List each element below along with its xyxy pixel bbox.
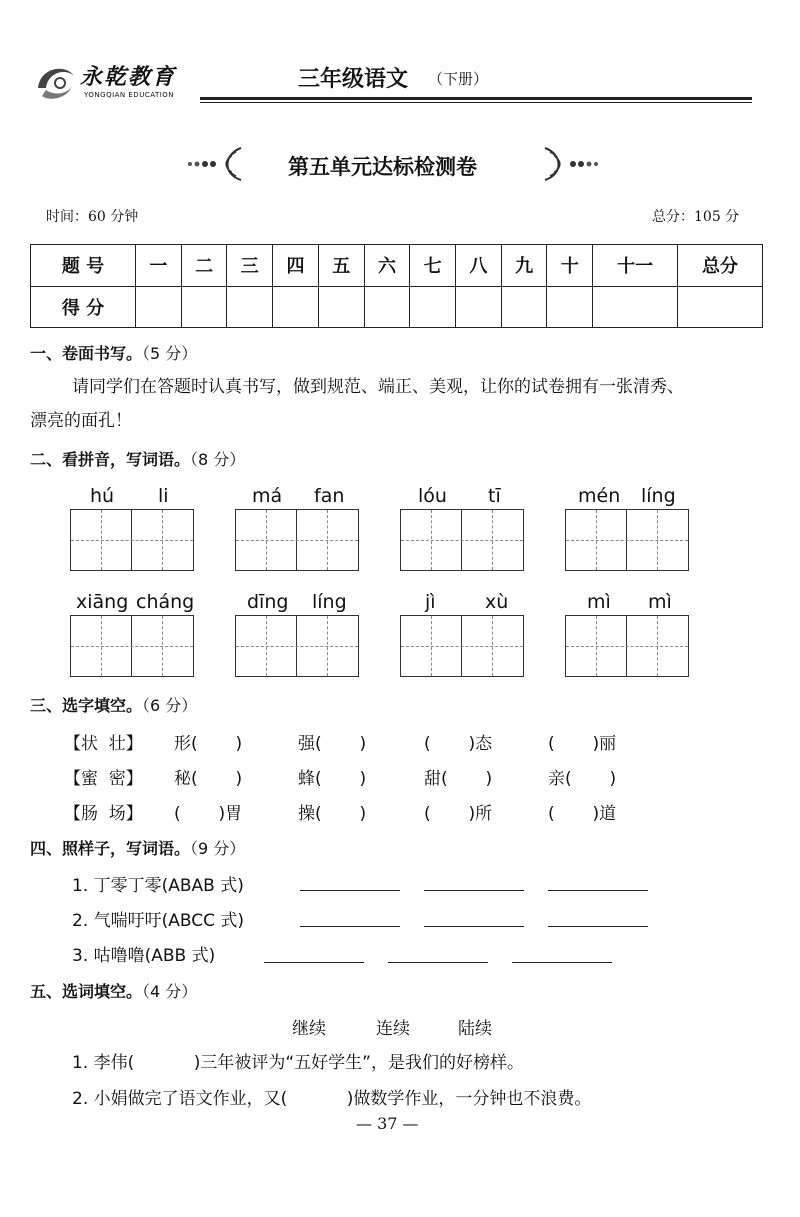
brand-name-en: YONGQIAN EDUCATION xyxy=(84,91,175,99)
fill-blank[interactable]: ( )所 xyxy=(424,804,493,824)
pinyin-syllable: tī xyxy=(488,485,501,507)
section-title-text: 五、选词填空。 xyxy=(30,982,143,1001)
fill-blank[interactable]: ( )胃 xyxy=(174,804,243,824)
answer-line[interactable] xyxy=(512,962,612,963)
pinyin-syllable: lóu xyxy=(418,485,447,507)
score-header-cell: 九 xyxy=(501,245,547,287)
writing-grid[interactable] xyxy=(70,615,194,677)
word-choice: 陆续 xyxy=(458,1019,492,1039)
header-rule xyxy=(200,97,752,100)
section-points: （5 分） xyxy=(142,344,198,363)
section-title-text: 四、照样子，写词语。 xyxy=(30,839,191,858)
header-rule-thin xyxy=(200,102,752,103)
ornament-right-icon xyxy=(540,146,604,182)
fill-blank[interactable]: ( )道 xyxy=(548,804,617,824)
score-header-cell: 题 号 xyxy=(31,245,136,287)
score-cell[interactable] xyxy=(547,286,593,328)
question-1[interactable]: 1. 李伟( )三年被评为“五好学生”，是我们的好榜样。 xyxy=(72,1053,524,1073)
choice-label: 【肠 场】 xyxy=(64,804,143,824)
score-cell[interactable] xyxy=(227,286,273,328)
word-choice: 继续 xyxy=(292,1019,326,1039)
answer-line[interactable] xyxy=(388,962,488,963)
score-cell[interactable] xyxy=(181,286,227,328)
score-header-cell: 一 xyxy=(136,245,182,287)
score-header-cell: 八 xyxy=(456,245,502,287)
choice-label: 【状 壮】 xyxy=(64,734,143,754)
fill-blank[interactable]: 形( ) xyxy=(174,734,243,754)
answer-line[interactable] xyxy=(264,962,364,963)
page-number: — 37 — xyxy=(356,1114,419,1133)
unit-title: 第五单元达标检测卷 xyxy=(288,155,477,179)
pinyin-syllable: cháng xyxy=(136,591,195,613)
score-header-cell: 十一 xyxy=(593,245,678,287)
section-1-text-line2: 漂亮的面孔！ xyxy=(30,411,132,431)
ornament-left-icon xyxy=(186,146,246,182)
pinyin-syllable: mén xyxy=(578,485,621,507)
answer-line[interactable] xyxy=(424,890,524,891)
pinyin-syllable: mì xyxy=(648,591,672,613)
writing-grid[interactable] xyxy=(565,509,689,571)
section-title-text: 二、看拼音，写词语。 xyxy=(30,450,191,469)
section-title-text: 一、卷面书写。 xyxy=(30,344,143,363)
writing-grid[interactable] xyxy=(565,615,689,677)
section-1-title xyxy=(30,341,197,364)
pinyin-syllable: xiāng xyxy=(76,591,129,613)
fill-blank[interactable]: 秘( ) xyxy=(174,769,243,789)
writing-grid[interactable] xyxy=(400,509,524,571)
pinyin-syllable: má xyxy=(252,485,283,507)
score-cell[interactable] xyxy=(678,286,763,328)
score-table xyxy=(30,244,763,328)
score-header-cell: 十 xyxy=(547,245,593,287)
yongqian-logo-icon xyxy=(30,58,80,108)
section-2-title xyxy=(30,447,245,470)
score-cell[interactable] xyxy=(593,286,678,328)
section-3-title xyxy=(30,693,197,716)
score-cell[interactable] xyxy=(136,286,182,328)
score-header-cell: 七 xyxy=(410,245,456,287)
choice-label: 【蜜 密】 xyxy=(64,769,143,789)
pattern-item: 3. 咕噜噜(ABB 式) xyxy=(72,946,216,966)
score-cell[interactable] xyxy=(364,286,410,328)
brand-name: 永乾教育 xyxy=(80,64,177,90)
pinyin-syllable: xù xyxy=(485,591,509,613)
fill-blank[interactable]: 甜( ) xyxy=(424,769,493,789)
pinyin-syllable: líng xyxy=(641,485,676,507)
score-header-cell: 总分 xyxy=(678,245,763,287)
score-cell[interactable] xyxy=(273,286,319,328)
score-header-cell: 四 xyxy=(273,245,319,287)
section-5-title xyxy=(30,979,197,1002)
score-header-cell: 二 xyxy=(181,245,227,287)
section-points: （6 分） xyxy=(142,696,198,715)
writing-grid[interactable] xyxy=(235,615,359,677)
exam-time: 时间：60 分钟 xyxy=(46,209,139,225)
pinyin-syllable: dīng xyxy=(247,591,289,613)
answer-line[interactable] xyxy=(300,890,400,891)
answer-line[interactable] xyxy=(300,926,400,927)
pinyin-syllable: li xyxy=(158,485,169,507)
answer-line[interactable] xyxy=(424,926,524,927)
pinyin-syllable: líng xyxy=(312,591,347,613)
score-table-score-row xyxy=(31,286,763,328)
score-cell[interactable] xyxy=(501,286,547,328)
section-4-title xyxy=(30,836,245,859)
score-row-label: 得 分 xyxy=(31,286,136,328)
word-choice: 连续 xyxy=(376,1019,410,1039)
score-header-cell: 六 xyxy=(364,245,410,287)
answer-line[interactable] xyxy=(548,926,648,927)
answer-line[interactable] xyxy=(548,890,648,891)
writing-grid[interactable] xyxy=(70,509,194,571)
book-title: 三年级语文 xyxy=(298,67,409,92)
fill-blank[interactable]: 蜂( ) xyxy=(298,769,367,789)
section-title-text: 三、选字填空。 xyxy=(30,696,143,715)
exam-total-points: 总分：105 分 xyxy=(652,209,740,225)
fill-blank[interactable]: 强( ) xyxy=(298,734,367,754)
fill-blank[interactable]: 亲( ) xyxy=(548,769,617,789)
score-cell[interactable] xyxy=(318,286,364,328)
score-table-header-row xyxy=(31,245,763,287)
section-points: （8 分） xyxy=(190,450,246,469)
fill-blank[interactable]: ( )态 xyxy=(424,734,493,754)
score-header-cell: 五 xyxy=(318,245,364,287)
writing-grid[interactable] xyxy=(400,615,524,677)
pinyin-syllable: jì xyxy=(425,591,436,613)
pinyin-syllable: mì xyxy=(587,591,611,613)
score-cell[interactable] xyxy=(456,286,502,328)
score-header-cell: 三 xyxy=(227,245,273,287)
pattern-item: 2. 气喘吁吁(ABCC 式) xyxy=(72,911,245,931)
pinyin-syllable: hú xyxy=(90,485,115,507)
writing-grid[interactable] xyxy=(235,509,359,571)
fill-blank[interactable]: ( )丽 xyxy=(548,734,617,754)
book-volume: （下册） xyxy=(428,70,489,88)
section-points: （9 分） xyxy=(190,839,246,858)
section-points: （4 分） xyxy=(142,982,198,1001)
fill-blank[interactable]: 操( ) xyxy=(298,804,367,824)
question-2[interactable]: 2. 小娟做完了语文作业，又( )做数学作业，一分钟也不浪费。 xyxy=(72,1089,592,1109)
pinyin-syllable: fan xyxy=(314,485,345,507)
pattern-item: 1. 丁零丁零(ABAB 式) xyxy=(72,876,244,896)
section-1-text-line1: 请同学们在答题时认真书写，做到规范、端正、美观，让你的试卷拥有一张清秀、 xyxy=(72,377,684,397)
score-cell[interactable] xyxy=(410,286,456,328)
